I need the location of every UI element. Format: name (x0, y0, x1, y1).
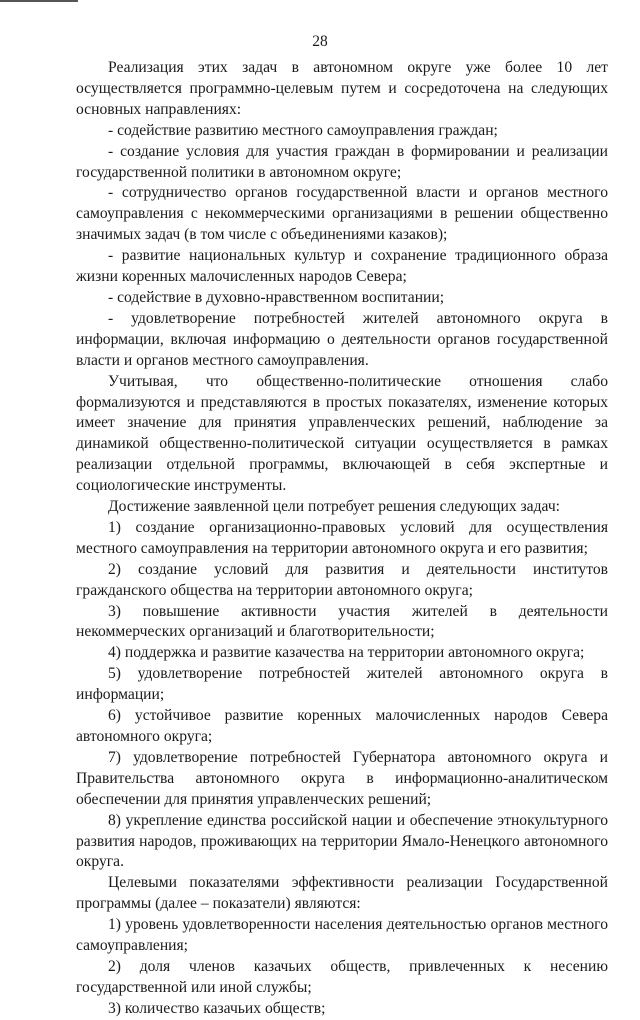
list-item: - содействие развитию местного самоуправления граждан; (108, 121, 498, 139)
document-body (76, 58, 608, 1020)
numbered-item: 5) удовлетворение потребностей жителей автономного округа в информации; (76, 665, 608, 704)
numbered-item: 3) повышение активности участия жителей в деятельности некоммерческих организаций и благотворительности; (76, 602, 608, 641)
numbered-item: 1) создание организационно-правовых условий для осуществления местного самоуправления на территории автономного округа и его развития; (76, 518, 608, 557)
paragraph: Достижение заявленной цели потребует решения следующих задач: (108, 498, 561, 516)
list-item: - удовлетворение потребностей жителей автономного округа в информации, включая информацию о деятельности органов государственной власти и органов местного самоуправления. (76, 309, 608, 369)
numbered-item: 2) создание условий для развития и деятельности институтов гражданского общества на территории автономного округа; (76, 560, 608, 599)
numbered-item: 1) уровень удовлетворенности населения деятельностью органов местного самоуправления; (76, 916, 608, 955)
numbered-item: 8) укрепление единства российской нации и обеспечение этнокультурного развития народов, проживающих на территории Ямало-Ненецкого автономного округа. (76, 811, 608, 871)
corner-mark (0, 0, 78, 2)
paragraph: Целевыми показателями эффективности реализации Государственной программы (далее – показатели) являются: (76, 874, 608, 913)
numbered-item: 7) удовлетворение потребностей Губернатора автономного округа и Правительства автономного округа в информационно-аналитическом обеспечении для принятия управленческих решений; (76, 748, 608, 808)
paragraph: Реализация этих задач в автономном округе уже более 10 лет осуществляется программно-целевым путем и сосредоточена на следующих основных направлениях: (76, 59, 608, 118)
numbered-item: 2) доля членов казачьих обществ, привлеченных к несению государственной или иной службы; (76, 957, 608, 996)
list-item: - развитие национальных культур и сохранение традиционного образа жизни коренных малочисленных народов Севера; (76, 247, 608, 286)
list-item: - содействие в духовно-нравственном воспитании; (108, 288, 445, 306)
page-number: 28 (312, 33, 328, 50)
numbered-item: 6) устойчивое развитие коренных малочисленных народов Севера автономного округа; (76, 707, 608, 745)
list-item: - создание условия для участия граждан в формировании и реализации государственной политики в автономном округе; (76, 142, 608, 181)
numbered-item: 3) количество казачьих обществ; (108, 999, 326, 1017)
paragraph: Учитывая, что общественно-политические отношения слабо формализуются и представляются в простых показателях, изменение которых имеет значение для принятия управленческих решений, наблюдение за динамикой общественно-политической ситуации осуществляется в рамках реализации отдельной программы, включающей в себя экспертные и социологические инструменты. (76, 372, 608, 495)
numbered-item: 4) поддержка и развитие казачества на территории автономного округа; (108, 644, 585, 662)
list-item: - сотрудничество органов государственной власти и органов местного самоуправления с некоммерческими организациями в решении общественно значимых задач (в том числе с объединениями казаков); (76, 184, 608, 244)
